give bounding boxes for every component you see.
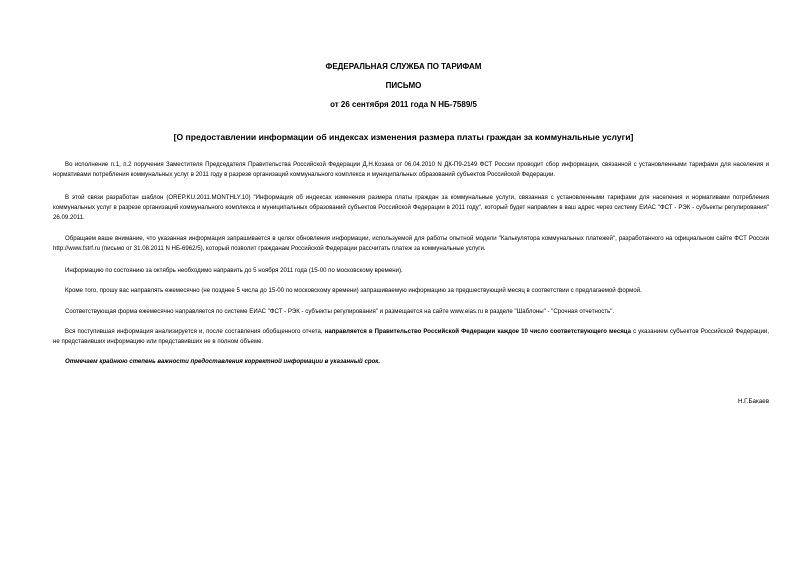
paragraph-7	[53, 327, 769, 347]
document-date-number: от 26 сентября 2011 года N НБ-7589/5	[330, 100, 477, 109]
paragraph-6: Соответствующая форма ежемесячно направляется по системе ЕИАС "ФСТ - РЭК - субъекты регулирования" и размещается на сайте www.eias.ru в разделе "Шаблоны" - "Срочная отчетность".	[65, 308, 615, 315]
signature: Н.Г.Бакаев	[737, 398, 769, 405]
document-type: ПИСЬМО	[385, 81, 422, 90]
paragraph-7-bold: направляется в Правительство Российской Федерации каждое 10 число соответствующего месяца	[324, 328, 632, 335]
paragraph-8-emphasis: Отмечаем крайнюю степень важности предоставления корректной информации в указанный срок.	[65, 358, 381, 365]
paragraph-3: Обращаем ваше внимание, что указанная информация запрашивается в целях обновления информации, используемой для работы опытной модели "Калькулятора коммунальных платежей", разработанного на официальном сайте ФСТ России http://www.fstrf.ru (письмо от 31.08.2011 N НБ-6962/5), который позволит гражданам Российской Федерации рассчитать платеж за коммунальные услуги.	[53, 235, 769, 253]
paragraph-7-end: с указанием субъектов Российской Федерации, не представивших информацию или представивших не в полном объеме.	[53, 328, 770, 346]
paragraph-4: Информацию по состоянию за октябрь необходимо направить до 5 ноября 2011 года (15-00 по московскому времени).	[65, 267, 403, 274]
agency-title: ФЕДЕРАЛЬНАЯ СЛУЖБА ПО ТАРИФАМ	[325, 62, 482, 71]
paragraph-1: Во исполнение п.1, п.2 поручения Заместителя Председателя Правительства Российской Федерации Д.Н.Козака от 06.04.2010 N ДК-П9-2149 ФСТ России проводит сбор информации, связанной с установленными тарифами для населения и нормативами потребления коммунальных услуг в 2011 году в разрезе организаций коммунального комплекса и муниципальных образований субъектов Российской Федерации.	[53, 161, 769, 179]
paragraph-5: Кроме того, прошу вас направлять ежемесячно (не позднее 5 числа до 15-00 по московскому времени) запрашиваемую информацию за предшествующий месяц в соответствии с предлагаемой формой.	[65, 287, 642, 294]
paragraph-2: В этой связи разработан шаблон (OREP.KU.2011.MONTHLY.10) "Информация об индексах изменения размера платы граждан за коммунальные услуги, связанная с установленными тарифами для населения и нормативами потребления коммунальных услуг в разрезе организаций коммунального комплекса и муниципальных образований субъектов Российской Федерации в 2011 году", который будет направлен в ваш адрес через систему ЕИАС "ФСТ - РЭК - субъекты регулирования" 26.09.2011.	[53, 194, 769, 222]
paragraph-7-start: Вся поступившая информация анализируется и, после составления обобщенного отчета,	[65, 328, 325, 335]
document-subject: [О предоставлении информации об индексах изменения размера платы граждан за коммунальные услуги]	[173, 132, 634, 142]
